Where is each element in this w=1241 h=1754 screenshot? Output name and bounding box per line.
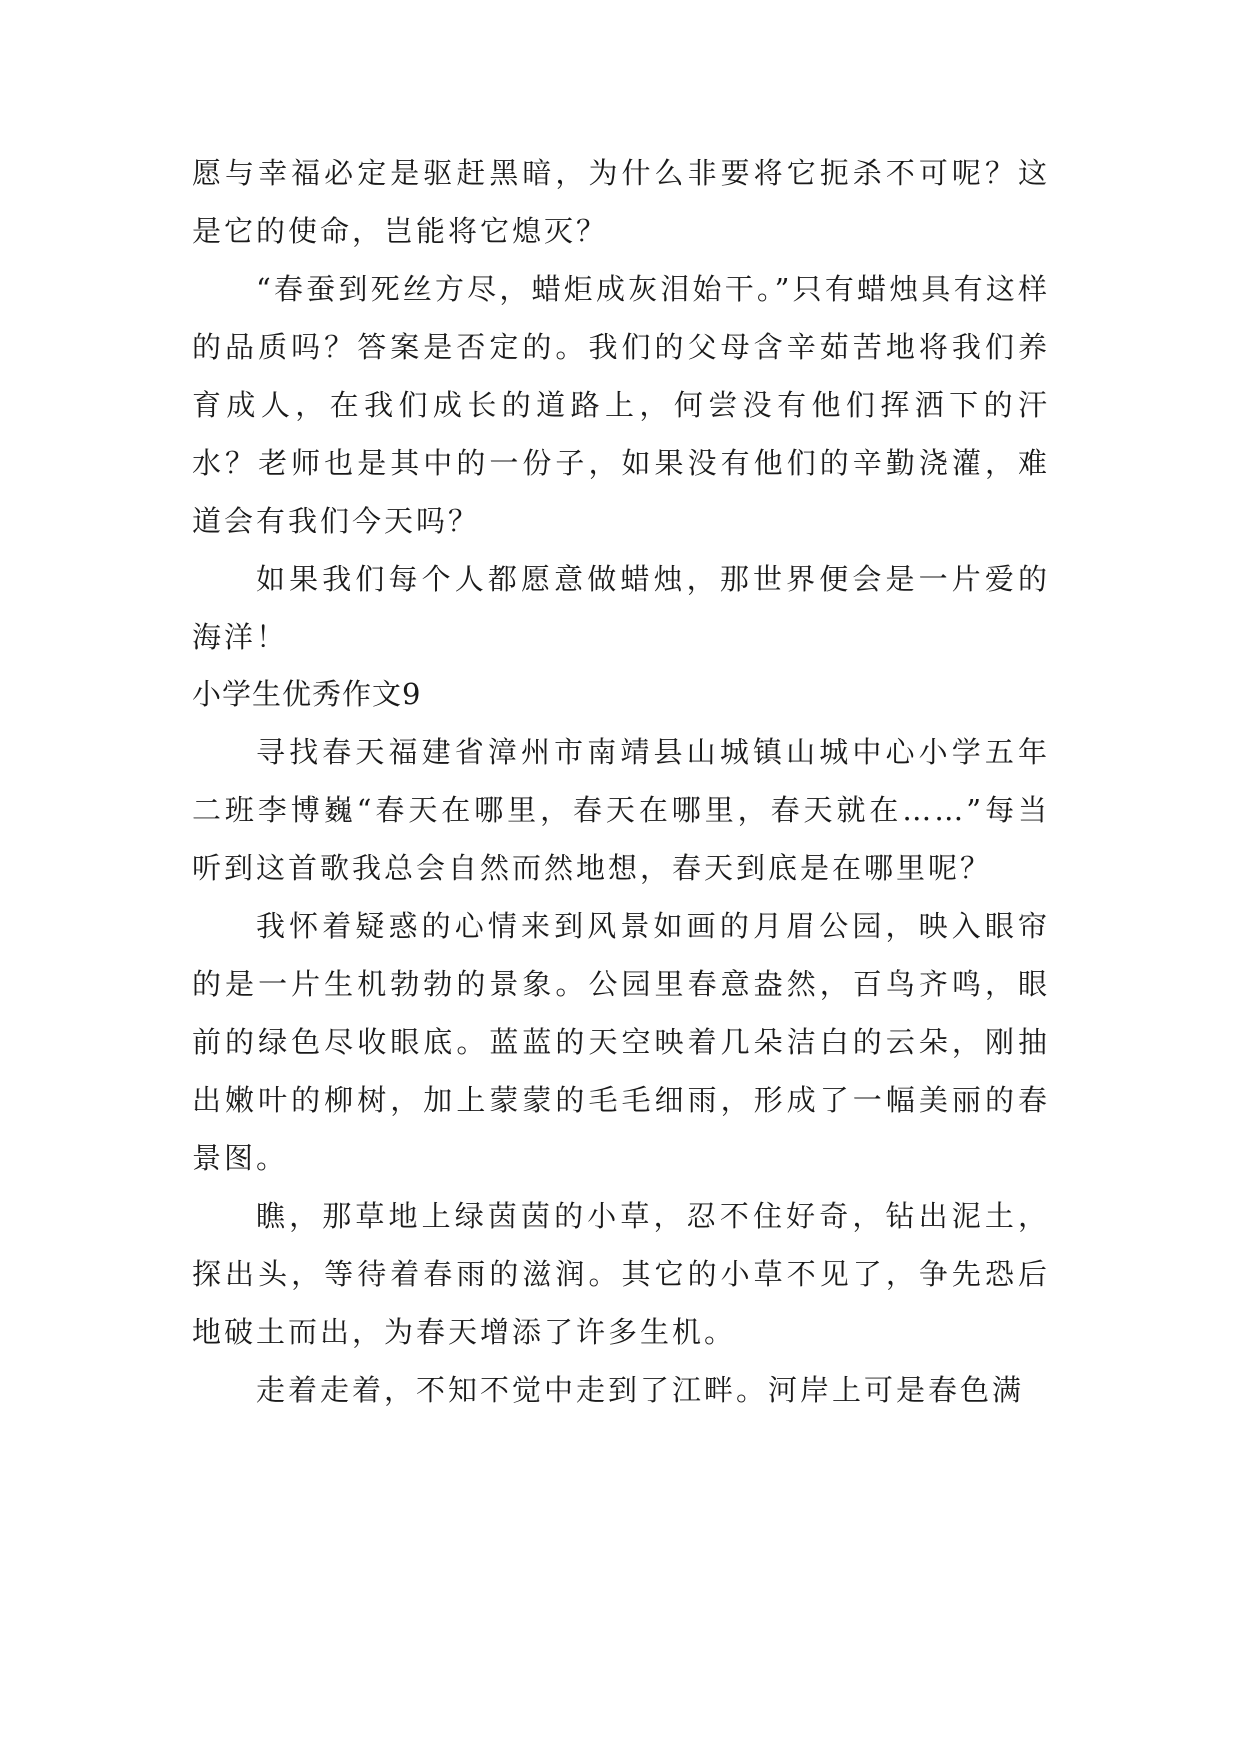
essay-continuation (192, 144, 1050, 666)
paragraph: “春蚕到死丝方尽，蜡炬成灰泪始干。”只有蜡烛具有这样的品质吗？答案是否定的。我们的父母含辛茹苦地将我们养育成人，在我们成长的道路上，何尝没有他们挥洒下的汗水？老师也是其中的一份子，如果没有他们的辛勤浇灌，难道会有我们今天吗？ (192, 272, 1050, 538)
paragraph: 走着走着，不知不觉中走到了江畔。河岸上可是春色满 (256, 1373, 1025, 1407)
essay-section (192, 665, 1050, 1419)
paragraph: 愿与幸福必定是驱赶黑暗，为什么非要将它扼杀不可呢？这是它的使命，岂能将它熄灭？ (192, 156, 1050, 248)
paragraph: 我怀着疑惑的心情来到风景如画的月眉公园，映入眼帘的是一片生机勃勃的景象。公园里春意盎然，百鸟齐鸣，眼前的绿色尽收眼底。蓝蓝的天空映着几朵洁白的云朵，刚抽出嫩叶的柳树，加上蒙蒙的毛毛细雨，形成了一幅美丽的春景图。 (192, 909, 1050, 1175)
paragraph: 瞧，那草地上绿茵茵的小草，忍不住好奇，钻出泥土，探出头，等待着春雨的滋润。其它的小草不见了，争先恐后地破土而出，为春天增添了许多生机。 (192, 1199, 1050, 1349)
paragraph: 寻找春天福建省漳州市南靖县山城镇山城中心小学五年二班李博巍“春天在哪里，春天在哪里，春天就在……”每当听到这首歌我总会自然而然地想，春天到底是在哪里呢？ (192, 735, 1050, 885)
essay-heading: 小学生优秀作文9 (192, 677, 422, 711)
paragraph: 如果我们每个人都愿意做蜡烛，那世界便会是一片爱的海洋！ (192, 562, 1050, 654)
